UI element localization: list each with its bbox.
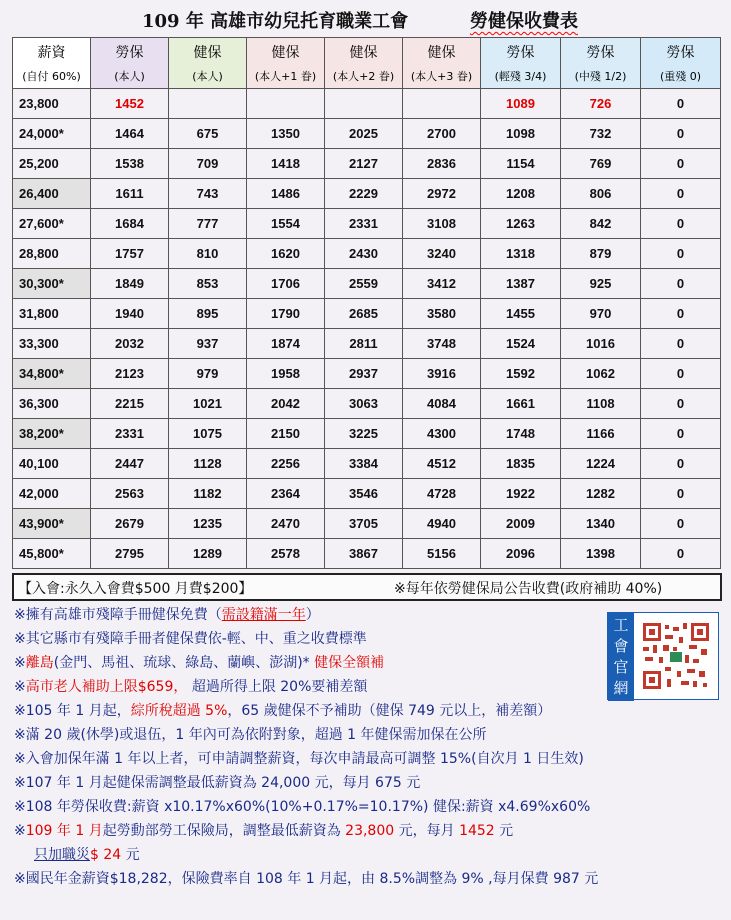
- fee-cell: 2009: [481, 509, 561, 539]
- note-109-min-salary: ※109 年 1 月起勞動部勞工保險局，調整最低薪資為 23,800 元，每月 1452 元: [14, 823, 514, 839]
- table-row: [13, 389, 721, 419]
- note-108-formula: ※108 年勞保收費:薪資 x10.17%x60%(10%+0.17%=10.17%) 健保:薪資 x4.69%x60%: [14, 799, 591, 815]
- header-labor-self: 勞保 (本人): [91, 38, 169, 89]
- salary-cell: 23,800: [13, 89, 91, 119]
- fee-cell: 0: [641, 419, 721, 449]
- fee-cell: 1486: [247, 179, 325, 209]
- fee-cell: 3748: [403, 329, 481, 359]
- fee-cell: 1464: [91, 119, 169, 149]
- fee-cell: [247, 89, 325, 119]
- fee-cell: 1350: [247, 119, 325, 149]
- fee-cell: 3867: [325, 539, 403, 569]
- fee-cell: 3384: [325, 449, 403, 479]
- fee-cell: 2256: [247, 449, 325, 479]
- fee-cell: 732: [561, 119, 641, 149]
- fee-cell: 0: [641, 179, 721, 209]
- fee-cell: 3240: [403, 239, 481, 269]
- fee-cell: 1263: [481, 209, 561, 239]
- note-dependents: ※滿 20 歲(休學)或退伍，1 年內可為依附對象，超過 1 年健保需加保在公所: [14, 727, 487, 743]
- fee-cell: 879: [561, 239, 641, 269]
- fee-cell: 1554: [247, 209, 325, 239]
- fee-cell: 1748: [481, 419, 561, 449]
- fee-cell: 3916: [403, 359, 481, 389]
- fee-cell: 1108: [561, 389, 641, 419]
- table-row: [13, 479, 721, 509]
- fee-cell: [325, 89, 403, 119]
- fee-cell: 0: [641, 389, 721, 419]
- fee-cell: 1089: [481, 89, 561, 119]
- note-disability-kaohsiung: ※擁有高雄市殘障手冊健保免費（需設籍滿一年）: [14, 607, 320, 623]
- header-health-self: 健保 (本人): [169, 38, 247, 89]
- fee-cell: 1684: [91, 209, 169, 239]
- salary-cell: 40,100: [13, 449, 91, 479]
- fee-cell: 806: [561, 179, 641, 209]
- fee-cell: 0: [641, 269, 721, 299]
- table-row: [13, 359, 721, 389]
- fee-cell: 0: [641, 449, 721, 479]
- fee-cell: 5156: [403, 539, 481, 569]
- salary-cell: 38,200*: [13, 419, 91, 449]
- fee-cell: 726: [561, 89, 641, 119]
- table-row: [13, 89, 721, 119]
- fee-cell: 2331: [325, 209, 403, 239]
- fee-cell: 1958: [247, 359, 325, 389]
- header-salary: 薪資 (自付 60%): [13, 38, 91, 89]
- fee-cell: 2700: [403, 119, 481, 149]
- fee-cell: 1166: [561, 419, 641, 449]
- table-row: [13, 149, 721, 179]
- fee-cell: 3580: [403, 299, 481, 329]
- note-national-pension: ※國民年金薪資$18,282，保險費率自 108 年 1 月起，由 8.5%調整為 9% ,每月保費 987 元: [14, 871, 599, 887]
- note-occupational-only: 只加職災$ 24 元: [34, 847, 140, 863]
- fee-cell: 2563: [91, 479, 169, 509]
- table-row: [13, 209, 721, 239]
- salary-cell: 43,900*: [13, 509, 91, 539]
- fee-cell: 970: [561, 299, 641, 329]
- fee-cell: 0: [641, 239, 721, 269]
- fee-cell: 1452: [91, 89, 169, 119]
- fee-cell: 0: [641, 149, 721, 179]
- fee-cell: 1922: [481, 479, 561, 509]
- header-health-plus1: 健保 (本人+1 眷): [247, 38, 325, 89]
- fee-cell: 2229: [325, 179, 403, 209]
- header-health-plus2: 健保 (本人+2 眷): [325, 38, 403, 89]
- table-row: [13, 509, 721, 539]
- fee-cell: 1387: [481, 269, 561, 299]
- fee-cell: 1757: [91, 239, 169, 269]
- fee-cell: 743: [169, 179, 247, 209]
- fee-cell: 0: [641, 209, 721, 239]
- fee-cell: 769: [561, 149, 641, 179]
- fee-cell: [169, 89, 247, 119]
- fee-cell: 2331: [91, 419, 169, 449]
- qr-label: 工會官網: [608, 613, 634, 701]
- fee-cell: 1398: [561, 539, 641, 569]
- salary-cell: 33,300: [13, 329, 91, 359]
- fee-cell: 0: [641, 89, 721, 119]
- header-labor-mild: 勞保 (輕殘 3/4): [481, 38, 561, 89]
- fee-cell: 2937: [325, 359, 403, 389]
- fee-cell: 3225: [325, 419, 403, 449]
- fee-cell: 979: [169, 359, 247, 389]
- fee-cell: 1289: [169, 539, 247, 569]
- fee-cell: 1154: [481, 149, 561, 179]
- fee-cell: 1592: [481, 359, 561, 389]
- fee-cell: 1524: [481, 329, 561, 359]
- membership-fee-text: 【入會:永久入會費$500 月費$200】: [18, 581, 253, 597]
- fee-cell: 1418: [247, 149, 325, 179]
- fee-cell: 1940: [91, 299, 169, 329]
- fee-cell: 1455: [481, 299, 561, 329]
- fee-cell: 2032: [91, 329, 169, 359]
- fee-cell: 1075: [169, 419, 247, 449]
- header-row: [13, 38, 721, 89]
- table-row: [13, 329, 721, 359]
- fee-cell: 709: [169, 149, 247, 179]
- fee-cell: 3705: [325, 509, 403, 539]
- fee-cell: 895: [169, 299, 247, 329]
- note-outlying-islands: ※離島(金門、馬祖、琉球、綠島、蘭嶼、澎湖)* 健保全額補: [14, 655, 385, 671]
- fee-cell: 2679: [91, 509, 169, 539]
- fee-cell: 1098: [481, 119, 561, 149]
- fee-cell: 842: [561, 209, 641, 239]
- note-salary-adjust: ※入會加保年滿 1 年以上者，可申請調整薪資，每次申請最高可調整 15%(自次月 1 日生效): [14, 751, 584, 767]
- fee-cell: 4084: [403, 389, 481, 419]
- fee-cell: 853: [169, 269, 247, 299]
- fee-cell: 3412: [403, 269, 481, 299]
- salary-cell: 30,300*: [13, 269, 91, 299]
- fee-cell: 2578: [247, 539, 325, 569]
- fee-cell: 1282: [561, 479, 641, 509]
- salary-cell: 45,800*: [13, 539, 91, 569]
- fee-cell: 1620: [247, 239, 325, 269]
- salary-cell: 42,000: [13, 479, 91, 509]
- table-row: [13, 419, 721, 449]
- fee-cell: 1235: [169, 509, 247, 539]
- page-title: [0, 4, 731, 32]
- fee-cell: 4940: [403, 509, 481, 539]
- union-website-qr[interactable]: [607, 612, 719, 700]
- fee-cell: 2364: [247, 479, 325, 509]
- fee-cell: 1182: [169, 479, 247, 509]
- note-107-health: ※107 年 1 月起健保需調整最低薪資為 24,000 元，每月 675 元: [14, 775, 421, 791]
- note-income-tax: ※105 年 1 月起，綜所稅超過 5%，65 歲健保不予補助（健保 749 元以上，補差額）: [14, 703, 552, 719]
- fee-cell: 0: [641, 299, 721, 329]
- subsidy-note-text: ※每年依勞健保局公告收費(政府補助 40%): [394, 581, 663, 597]
- fee-cell: 2042: [247, 389, 325, 419]
- fee-cell: 2795: [91, 539, 169, 569]
- fee-cell: 2447: [91, 449, 169, 479]
- fee-cell: 1062: [561, 359, 641, 389]
- fee-cell: 2096: [481, 539, 561, 569]
- fee-cell: 2123: [91, 359, 169, 389]
- fee-cell: 4728: [403, 479, 481, 509]
- table-row: [13, 539, 721, 569]
- fee-cell: 1611: [91, 179, 169, 209]
- fee-cell: 3546: [325, 479, 403, 509]
- fee-cell: 1790: [247, 299, 325, 329]
- fee-cell: 925: [561, 269, 641, 299]
- fee-cell: [403, 89, 481, 119]
- fee-cell: 1874: [247, 329, 325, 359]
- salary-cell: 34,800*: [13, 359, 91, 389]
- fee-cell: 1021: [169, 389, 247, 419]
- table-row: [13, 299, 721, 329]
- fee-cell: 810: [169, 239, 247, 269]
- fee-table: [12, 37, 721, 569]
- fee-cell: 675: [169, 119, 247, 149]
- salary-cell: 26,400: [13, 179, 91, 209]
- fee-cell: 1208: [481, 179, 561, 209]
- fee-cell: 1224: [561, 449, 641, 479]
- fee-cell: 2127: [325, 149, 403, 179]
- table-row: [13, 239, 721, 269]
- fee-cell: 0: [641, 479, 721, 509]
- title-fee-table: 勞健保收費表: [470, 11, 578, 32]
- table-row: [13, 119, 721, 149]
- fee-info-bar: [12, 573, 722, 601]
- header-labor-moderate: 勞保 (中殘 1/2): [561, 38, 641, 89]
- fee-table-body: [13, 89, 721, 569]
- fee-cell: 2972: [403, 179, 481, 209]
- fee-cell: 4300: [403, 419, 481, 449]
- fee-cell: 777: [169, 209, 247, 239]
- fee-cell: 2025: [325, 119, 403, 149]
- fee-cell: 0: [641, 119, 721, 149]
- fee-cell: 1835: [481, 449, 561, 479]
- fee-cell: 2430: [325, 239, 403, 269]
- salary-cell: 28,800: [13, 239, 91, 269]
- fee-cell: 0: [641, 359, 721, 389]
- fee-cell: 0: [641, 509, 721, 539]
- note-elderly-subsidy: ※高市老人補助上限$659， 超過所得上限 20%要補差額: [14, 679, 368, 695]
- fee-cell: 0: [641, 539, 721, 569]
- fee-cell: 1849: [91, 269, 169, 299]
- fee-cell: 4512: [403, 449, 481, 479]
- fee-cell: 2559: [325, 269, 403, 299]
- fee-cell: 1318: [481, 239, 561, 269]
- salary-cell: 25,200: [13, 149, 91, 179]
- fee-cell: 1661: [481, 389, 561, 419]
- salary-cell: 36,300: [13, 389, 91, 419]
- header-labor-severe: 勞保 (重殘 0): [641, 38, 721, 89]
- fee-cell: 1128: [169, 449, 247, 479]
- fee-cell: 937: [169, 329, 247, 359]
- fee-cell: 2470: [247, 509, 325, 539]
- note-disability-other: ※其它縣市有殘障手冊者健保費依-輕、中、重之收費標準: [14, 631, 367, 647]
- fee-cell: 3063: [325, 389, 403, 419]
- table-row: [13, 179, 721, 209]
- title-union: 109 年 高雄市幼兒托育職業工會: [142, 11, 409, 32]
- fee-cell: 1340: [561, 509, 641, 539]
- salary-cell: 24,000*: [13, 119, 91, 149]
- fee-cell: 1016: [561, 329, 641, 359]
- table-row: [13, 269, 721, 299]
- fee-cell: 2215: [91, 389, 169, 419]
- header-health-plus3: 健保 (本人+3 眷): [403, 38, 481, 89]
- salary-cell: 31,800: [13, 299, 91, 329]
- fee-cell: 2811: [325, 329, 403, 359]
- qr-code-icon: [641, 621, 711, 691]
- fee-cell: 2836: [403, 149, 481, 179]
- fee-cell: 2150: [247, 419, 325, 449]
- fee-cell: 3108: [403, 209, 481, 239]
- fee-cell: 1538: [91, 149, 169, 179]
- fee-cell: 2685: [325, 299, 403, 329]
- fee-cell: 1706: [247, 269, 325, 299]
- table-row: [13, 449, 721, 479]
- fee-cell: 0: [641, 329, 721, 359]
- salary-cell: 27,600*: [13, 209, 91, 239]
